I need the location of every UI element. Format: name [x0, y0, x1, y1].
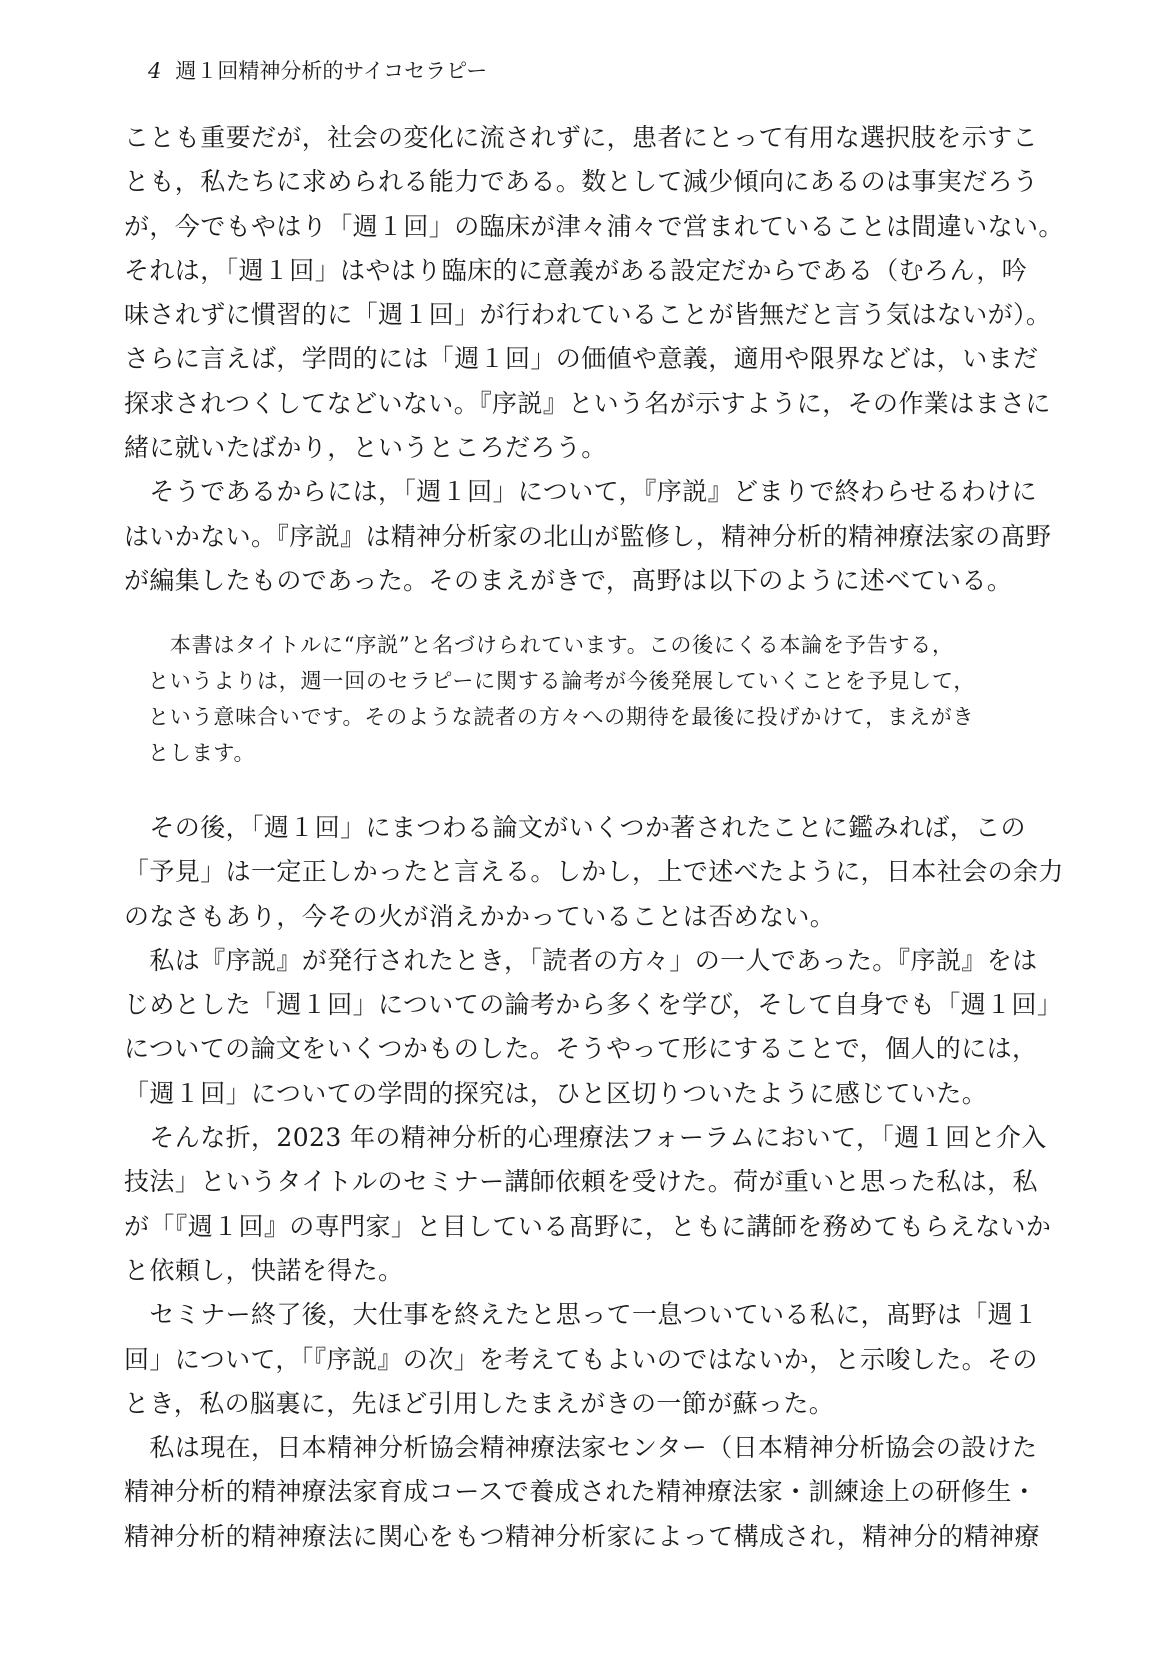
- block-quote: [148, 627, 1048, 771]
- chapter-title: 週１回精神分析的サイコセラピー: [175, 59, 488, 83]
- quote-line: というよりは，週一回のセラピーに関する論考が今後発展していくことを予見して，: [148, 669, 976, 693]
- text-line: 回」について，「『序説』の次」を考えてもよいのではないか，と示唆した。その: [124, 1344, 1038, 1374]
- quote-line: という意味合いです。そのような読者の方々への期待を最後に投げかけて，まえがき: [148, 705, 975, 729]
- text-line: 「週１回」についての学問的探究は，ひと区切りついたように感じていた。: [124, 1078, 988, 1108]
- text-line: じめとした「週１回」についての論考から多くを学び，そして自身でも「週１回」: [124, 990, 1063, 1020]
- text-line: そんな折，2023 年の精神分析的心理療法フォーラムにおいて，「週１回と介入: [124, 1123, 1047, 1153]
- quote-line: 本書はタイトルに“序説”と名づけられています。この後にくる本論を予告する，: [148, 633, 954, 657]
- text-line: についての論文をいくつかものした。そうやって形にすることで，個人的には，: [124, 1034, 1038, 1064]
- text-line: 技法」というタイトルのセミナー講師依頼を受けた。荷が重いと思った私は，私: [124, 1167, 1038, 1197]
- text-line: さらに言えば，学問的には「週１回」の価値や意義，適用や限界などは，いまだ: [124, 344, 1039, 374]
- text-line: のなさもあり，今その火が消えかかっていることは否めない。: [124, 901, 836, 931]
- text-line: 緒に就いたばかり，というところだろう。: [124, 433, 607, 463]
- text-line: が，今でもやはり「週１回」の臨床が津々浦々で営まれていることは間違いない。: [124, 211, 1064, 241]
- text-line: と依頼し，快諾を得た。: [124, 1255, 404, 1285]
- text-line: 精神分析的精神療法家育成コースで養成された精神療法家・訓練途上の研修生・: [124, 1477, 1038, 1507]
- main-paragraphs: [124, 806, 1064, 1559]
- text-line: そうであるからには，「週１回」について，『序説』どまりで終わらせるわけに: [124, 477, 1038, 507]
- text-line: 味されずに慣習的に「週１回」が行われていることが皆無だと言う気はないが）。: [124, 300, 1052, 330]
- text-line: ことも重要だが，社会の変化に流されずに，患者にとって有用な選択肢を示すこ: [124, 123, 1038, 152]
- text-line: とき，私の脳裏に，先ほど引用したまえがきの一節が蘇った。: [124, 1388, 835, 1418]
- text-line: 精神分析的精神療法に関心をもつ精神分析家によって構成され，精神分的精神療: [124, 1521, 1040, 1551]
- text-line: 私は『序説』が発行されたとき，「読者の方々」の一人であった。『序説』をは: [124, 945, 1038, 975]
- text-line: 「予見」は一定正しかったと言える。しかし，上で述べたように，日本社会の余力: [124, 857, 1064, 887]
- text-line: が「『週１回』の専門家」と目している髙野に，ともに講師を務めてもらえないか: [124, 1211, 1052, 1241]
- text-line: が編集したものであった。そのまえがきで，髙野は以下のように述べている。: [124, 565, 1013, 595]
- running-head: [148, 56, 487, 86]
- text-line: とも，私たちに求められる能力である。数として減少傾向にあるのは事実だろう: [124, 167, 1039, 197]
- text-line: はいかない。『序説』は精神分析家の北山が監修し，精神分析的精神療法家の髙野: [124, 521, 1052, 551]
- text-line: セミナー終了後，大仕事を終えたと思って一息ついている私に，髙野は「週１: [124, 1300, 1039, 1330]
- text-line: それは，「週１回」はやはり臨床的に意義がある設定だからである（むろん，吟: [124, 255, 1028, 285]
- quote-line: とします。: [148, 741, 256, 765]
- text-line: 探求されつくしてなどいない。『序説』という名が示すように，その作業はまさに: [124, 388, 1051, 418]
- text-line: その後，「週１回」にまつわる論文がいくつか著されたことに鑑みれば，この: [124, 813, 1026, 842]
- intro-paragraphs: [124, 116, 1064, 603]
- page-number: 4: [148, 59, 162, 83]
- text-line: 私は現在，日本精神分析協会精神療法家センター（日本精神分析協会の設けた: [124, 1433, 1038, 1463]
